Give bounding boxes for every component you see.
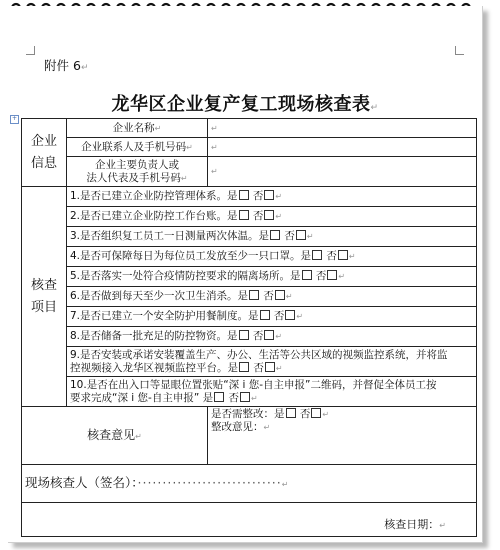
table-move-handle-icon[interactable]: +: [11, 115, 18, 122]
principal-field[interactable]: ↵: [208, 157, 477, 187]
no-checkbox[interactable]: [311, 408, 321, 418]
document-title: 龙华区企业复产复工现场核查表↵: [111, 94, 379, 115]
table-row: [22, 377, 477, 407]
table-row: [22, 287, 477, 307]
no-checkbox[interactable]: [285, 310, 295, 320]
check-item-2: 2.是否已建立企业防控工作台账。是 否 ↵: [67, 207, 477, 227]
company-name-label: 企业名称↵: [67, 119, 208, 138]
check-item-8: 8.是否储备一批充足的防控物资。是 否 ↵: [67, 327, 477, 347]
yes-checkbox[interactable]: [302, 270, 312, 280]
check-item-4: 4.是否可保障每日为每位员工发放至少一只口罩。是 否 ↵: [67, 247, 477, 267]
no-checkbox[interactable]: [240, 392, 250, 402]
document-page: [8, 6, 483, 543]
no-checkbox[interactable]: [264, 190, 274, 200]
yes-checkbox[interactable]: [312, 250, 322, 260]
no-checkbox[interactable]: [264, 330, 274, 340]
verification-table: [21, 118, 477, 537]
check-item-7: 7.是否已建立一个安全防护用餐制度。是 否 ↵: [67, 307, 477, 327]
contact-field[interactable]: ↵: [208, 138, 477, 157]
check-item-5: 5.是否落实一处符合疫情防控要求的隔离场所。是 否 ↵: [67, 267, 477, 287]
table-row: [22, 207, 477, 227]
check-item-6: 6.是否做到每天至少一次卫生消杀。是 否 ↵: [67, 287, 477, 307]
table-row: [22, 267, 477, 287]
no-checkbox[interactable]: [275, 290, 285, 300]
no-checkbox[interactable]: [264, 210, 274, 220]
no-checkbox[interactable]: [338, 250, 348, 260]
check-item-1: 1.是否已建立企业防控管理体系。是 否 ↵: [67, 187, 477, 207]
no-checkbox[interactable]: [327, 270, 337, 280]
table-row: [22, 227, 477, 247]
margin-corner-mark: [455, 46, 464, 55]
table-row: [22, 187, 477, 207]
yes-checkbox[interactable]: [239, 210, 249, 220]
table-row: [22, 119, 477, 138]
yes-checkbox[interactable]: [214, 392, 224, 402]
yes-checkbox[interactable]: [270, 230, 280, 240]
table-row: [22, 503, 477, 537]
principal-label: 企业主要负责人或 法人代表及手机号码↵: [67, 157, 208, 187]
table-row: [22, 247, 477, 267]
margin-corner-mark: [26, 46, 35, 55]
check-item-9: 9.是否安装或承诺安装覆盖生产、办公、生活等公共区域的视频监控系统，并将监 控视频接入龙华区视频监控平台。是 否 ↵: [67, 347, 477, 377]
table-row: [22, 407, 477, 465]
yes-checkbox[interactable]: [239, 190, 249, 200]
table-row: [22, 138, 477, 157]
no-checkbox[interactable]: [296, 230, 306, 240]
info-group-label: 企业 信息: [22, 119, 67, 187]
check-item-10: 10.是否在出入口等显眼位置张贴“深 i 您-自主申报”二维码，并督促全体员工按 要求完成“深 i 您-自主申报” 是 否 ↵: [67, 377, 477, 407]
inspector-signature-row[interactable]: 现场核查人（签名）：·····························↵: [22, 465, 477, 503]
table-row: [22, 465, 477, 503]
contact-label: 企业联系人及手机号码↵: [67, 138, 208, 157]
yes-checkbox[interactable]: [249, 290, 259, 300]
table-row: [22, 327, 477, 347]
yes-checkbox[interactable]: [260, 310, 270, 320]
table-row: [22, 157, 477, 187]
attachment-label: 附件 6↵: [44, 58, 89, 73]
table-row: [22, 307, 477, 327]
inspection-date-row[interactable]: 核查日期：↵: [22, 503, 477, 537]
company-name-field[interactable]: ↵: [208, 119, 477, 138]
table-row: [22, 347, 477, 377]
no-checkbox[interactable]: [265, 362, 275, 372]
yes-checkbox[interactable]: [239, 330, 249, 340]
yes-checkbox[interactable]: [286, 408, 296, 418]
rectification-cell[interactable]: 是否需整改：是 否 ↵ 整改意见：↵: [208, 407, 477, 465]
check-item-3: 3.是否组织复工员工一日测量两次体温。是 否 ↵: [67, 227, 477, 247]
check-group-label: 核查 项目: [22, 187, 67, 407]
yes-checkbox[interactable]: [239, 362, 249, 372]
opinion-label: 核查意见↵: [22, 407, 208, 465]
